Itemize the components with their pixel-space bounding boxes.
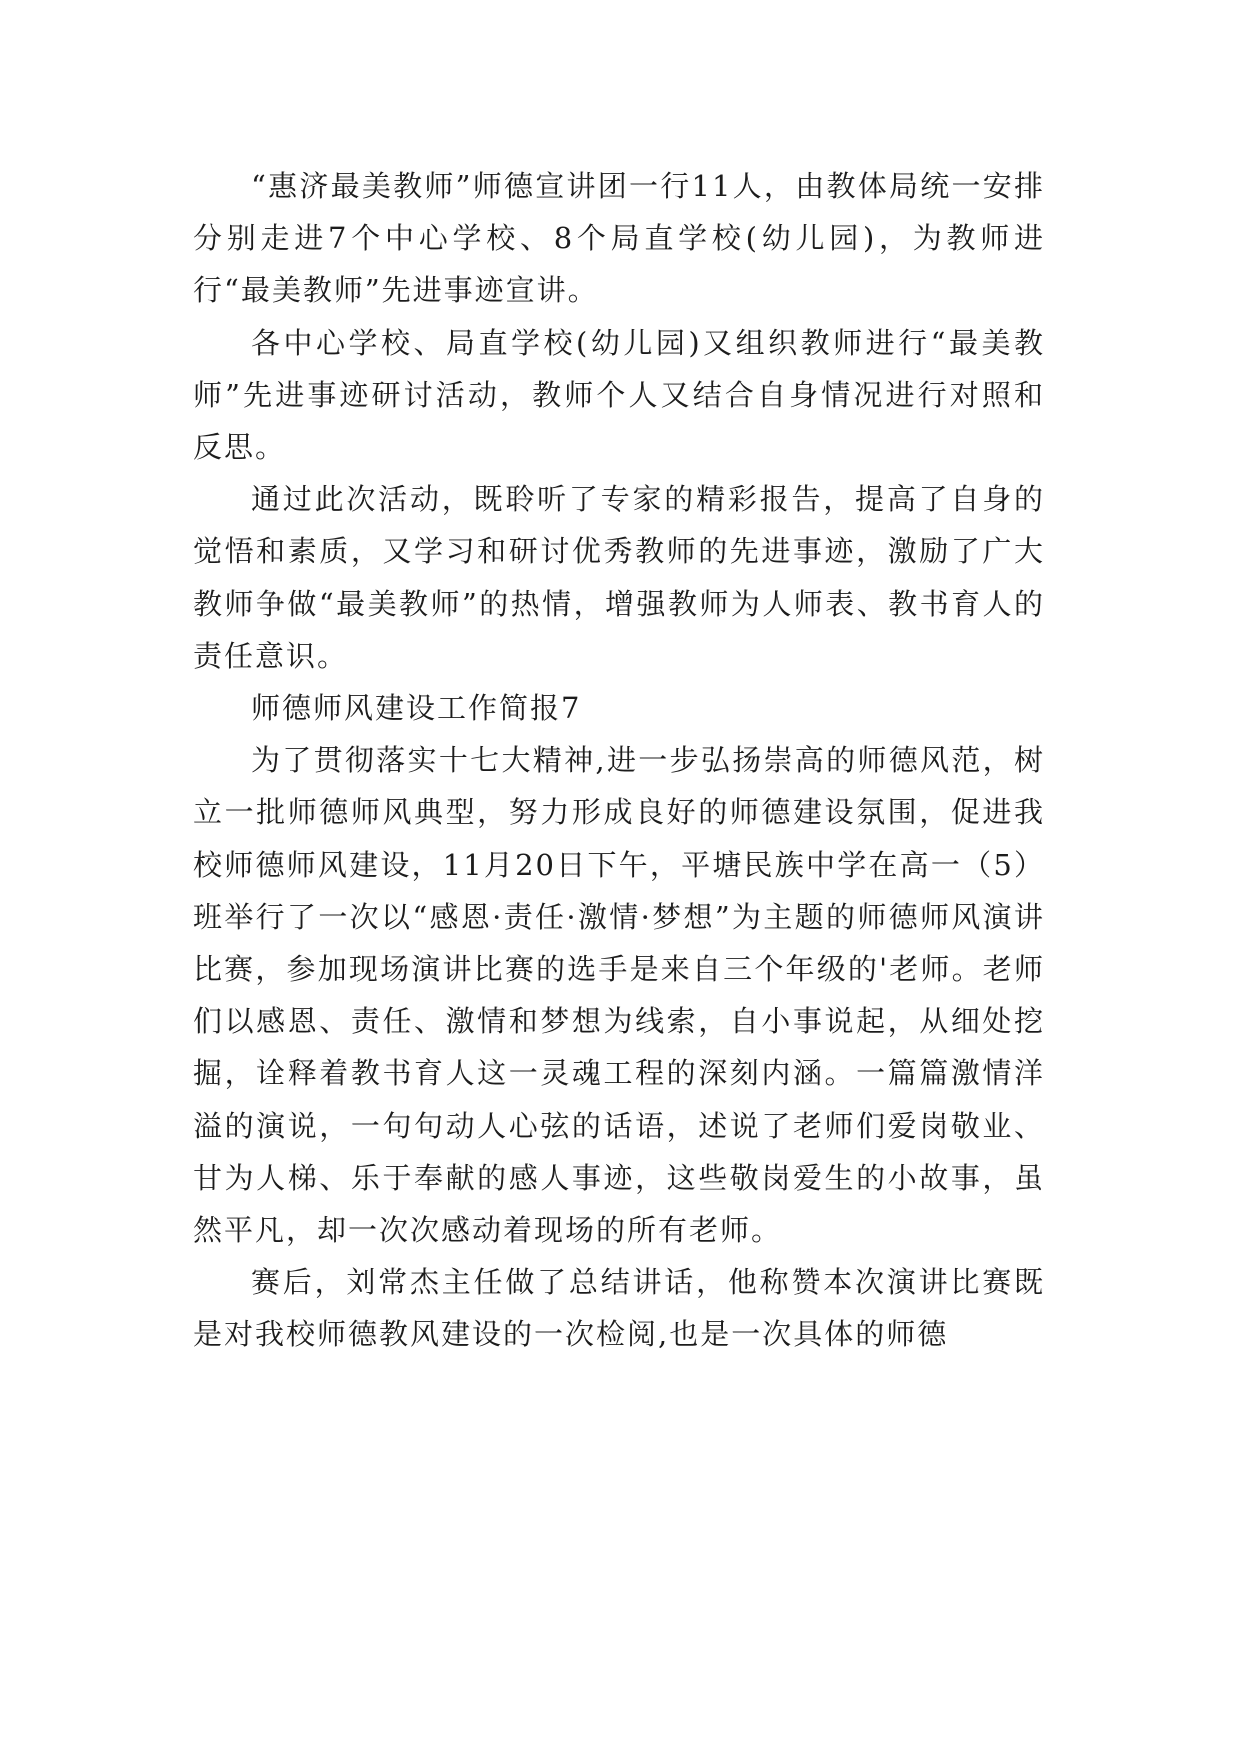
section-title: 师德师风建设工作简报7 [251,691,582,726]
paragraph-3: 通过此次活动，既聆听了专家的精彩报告，提高了自身的觉悟和素质，又学习和研讨优秀教师的先进事迹，激励了广大教师争做“最美教师”的热情，增强教师为人师表、教书育人的责任意识。 [193,482,1045,673]
document-body [193,160,1045,1361]
paragraph-2: 各中心学校、局直学校(幼儿园)又组织教师进行“最美教师”先进事迹研讨活动，教师个人又结合自身情况进行对照和反思。 [193,325,1045,465]
section-paragraph-2: 赛后，刘常杰主任做了总结讲话，他称赞本次演讲比赛既是对我校师德教风建设的一次检阅,也是一次具体的师德 [193,1265,1045,1352]
paragraph-1: “惠济最美教师”师德宣讲团一行11人，由教体局统一安排分别走进7个中心学校、8个局直学校(幼儿园)，为教师进行“最美教师”先进事迹宣讲。 [193,169,1045,308]
section-paragraph-1: 为了贯彻落实十七大精神,进一步弘扬崇高的师德风范，树立一批师德师风典型，努力形成良好的师德建设氛围，促进我校师德师风建设，11月20日下午，平塘民族中学在高一（5）班举行了一次以“感恩·责任·激情·梦想”为主题的师德师风演讲比赛，参加现场演讲比赛的选手是来自三个年级的'老师。老师们以感恩、责任、激情和梦想为线索，自小事说起，从细处挖掘，诠释着教书育人这一灵魂工程的深刻内涵。一篇篇激情洋溢的演说，一句句动人心弦的话语，述说了老师们爱岗敬业、甘为人梯、乐于奉献的感人事迹，这些敬岗爱生的小故事，虽然平凡，却一次次感动着现场的所有老师。 [193,743,1045,1248]
